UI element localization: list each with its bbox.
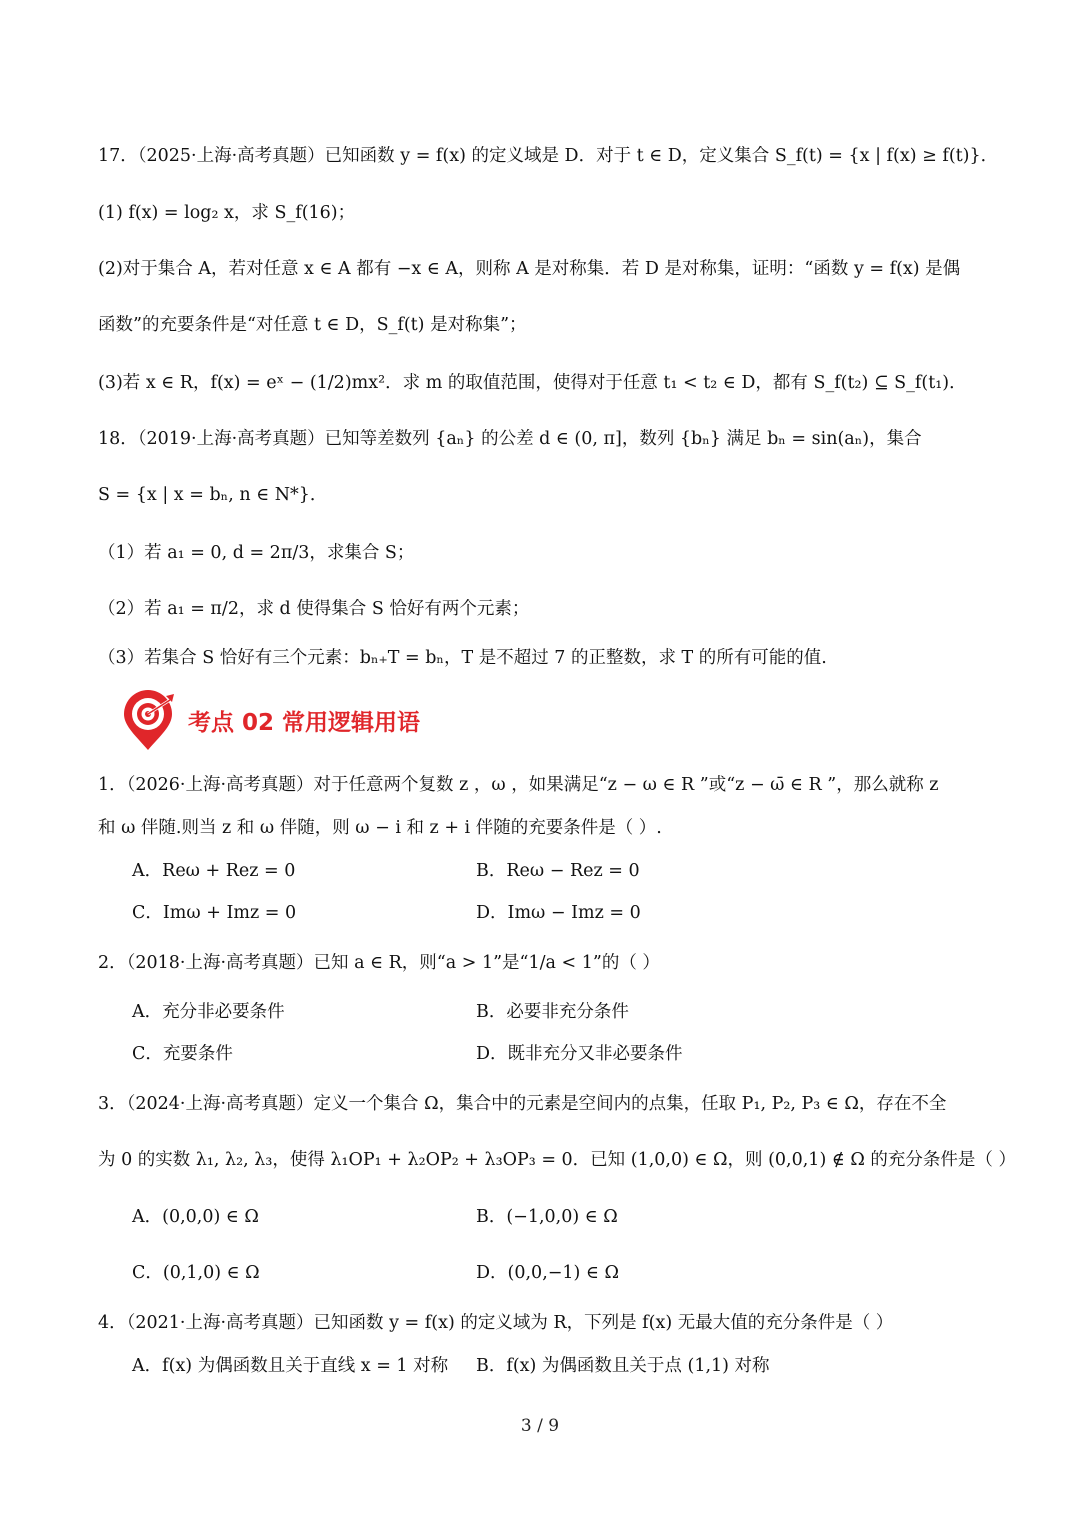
q18-part3: （3）若集合 S 恰好有三个元素：bₙ₊T = bₙ，T 是不超过 7 的正整数，求 T 的所有可能的值. (98, 648, 827, 668)
q4-stem: 4．（2021·上海·高考真题）已知函数 y = f(x) 的定义域为 R，下列是 f(x) 无最大值的充分条件是（ ） (98, 1313, 894, 1333)
section-title: 考点 02 常用逻辑用语 (188, 710, 421, 736)
q17-part2-line2: 函数”的充要条件是“对任意 t ∈ D，S_f(t) 是对称集”； (98, 315, 527, 335)
q17-stem: 17．（2025·上海·高考真题）已知函数 y = f(x) 的定义域是 D．对于 t ∈ D，定义集合 S_f(t) = {x | f(x) ≥ f(t)}． (98, 146, 999, 166)
q1-option-b: B．Reω − Rez = 0 (476, 861, 640, 881)
q3-stem-line2: 为 0 的实数 λ₁, λ₂, λ₃，使得 λ₁OP₁ + λ₂OP₂ + λ₃OP₃ = 0．已知 (1,0,0) ∈ Ω，则 (0,0,1) ∉ Ω 的充分条件是（ ） (98, 1150, 1016, 1170)
q17-part2-line1: (2)对于集合 A，若对任意 x ∈ A 都有 −x ∈ A，则称 A 是对称集．若 D 是对称集，证明：“函数 y = f(x) 是偶 (98, 259, 961, 279)
target-icon (118, 690, 178, 752)
q1-stem-line2: 和 ω 伴随.则当 z 和 ω 伴随，则 ω − i 和 z + i 伴随的充要条件是（ ）. (98, 818, 662, 838)
q1-option-a: A．Reω + Rez = 0 (132, 861, 296, 881)
q2-option-d: D．既非充分又非必要条件 (476, 1044, 683, 1064)
q18-part2: （2）若 a₁ = π/2，求 d 使得集合 S 恰好有两个元素； (98, 599, 530, 619)
q1-stem-line1: 1．（2026·上海·高考真题）对于任意两个复数 z ，ω ，如果满足“z − ω ∈ R ”或“z − ω̄ ∈ R ”，那么就称 z (98, 775, 939, 795)
q2-stem: 2．（2018·上海·高考真题）已知 a ∈ R，则“a > 1”是“1/a < 1”的（ ） (98, 953, 660, 973)
q4-option-a: A．f(x) 为偶函数且关于直线 x = 1 对称 (132, 1356, 449, 1376)
q3-option-b: B．(−1,0,0) ∈ Ω (476, 1207, 618, 1227)
q2-option-b: B．必要非充分条件 (476, 1002, 629, 1022)
q4-option-b: B．f(x) 为偶函数且关于点 (1,1) 对称 (476, 1356, 770, 1376)
q1-option-c: C．Imω + Imz = 0 (132, 903, 297, 923)
q18-part1: （1）若 a₁ = 0, d = 2π/3，求集合 S； (98, 543, 415, 563)
q3-stem-line1: 3．（2024·上海·高考真题）定义一个集合 Ω，集合中的元素是空间内的点集，任取 P₁, P₂, P₃ ∈ Ω，存在不全 (98, 1094, 947, 1114)
page-number: 3 / 9 (520, 1416, 560, 1436)
q3-option-c: C．(0,1,0) ∈ Ω (132, 1263, 260, 1283)
q17-part3: (3)若 x ∈ R，f(x) = eˣ − (1/2)mx²．求 m 的取值范围，使得对于任意 t₁ < t₂ ∈ D，都有 S_f(t₂) ⊆ S_f(t₁)． (98, 373, 967, 393)
q18-set: S = {x | x = bₙ, n ∈ N*}． (98, 485, 328, 505)
q2-option-a: A．充分非必要条件 (132, 1002, 285, 1022)
section-header (118, 690, 618, 752)
q3-option-d: D．(0,0,−1) ∈ Ω (476, 1263, 619, 1283)
q18-stem: 18．（2019·上海·高考真题）已知等差数列 {aₙ} 的公差 d ∈ (0, π]，数列 {bₙ} 满足 bₙ = sin(aₙ)，集合 (98, 429, 922, 449)
q17-part1: (1) f(x) = log₂ x，求 S_f(16)； (98, 203, 356, 223)
q2-option-c: C．充要条件 (132, 1044, 233, 1064)
q1-option-d: D．Imω − Imz = 0 (476, 903, 641, 923)
q3-option-a: A．(0,0,0) ∈ Ω (132, 1207, 259, 1227)
